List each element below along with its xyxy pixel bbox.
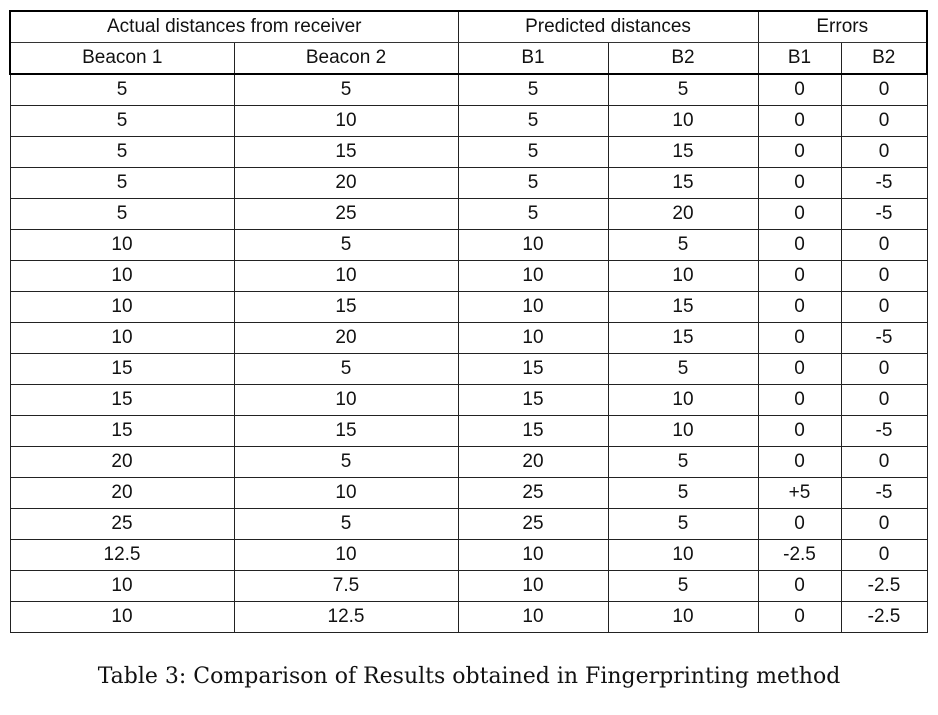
cell-error-b2: 0 [841,74,927,106]
cell-predicted-b2: 10 [608,602,758,633]
table-row [10,230,927,261]
cell-predicted-b2: 10 [608,261,758,292]
cell-predicted-b2: 5 [608,447,758,478]
table-row [10,199,927,230]
cell-predicted-b2: 5 [608,74,758,106]
cell-actual-beacon-2: 10 [234,385,458,416]
cell-predicted-b2: 15 [608,168,758,199]
cell-error-b1: 0 [758,571,841,602]
cell-predicted-b2: 5 [608,509,758,540]
cell-error-b1: -2.5 [758,540,841,571]
cell-error-b1: 0 [758,168,841,199]
cell-actual-beacon-1: 5 [10,168,234,199]
cell-predicted-b2: 20 [608,199,758,230]
cell-predicted-b1: 10 [458,292,608,323]
cell-predicted-b1: 10 [458,602,608,633]
cell-actual-beacon-1: 10 [10,292,234,323]
cell-error-b2: 0 [841,106,927,137]
cell-actual-beacon-1: 10 [10,261,234,292]
cell-actual-beacon-1: 15 [10,354,234,385]
table-row [10,447,927,478]
cell-predicted-b1: 5 [458,199,608,230]
cell-error-b1: 0 [758,602,841,633]
cell-actual-beacon-1: 25 [10,509,234,540]
cell-actual-beacon-1: 10 [10,602,234,633]
header-predicted-b1: B1 [458,43,608,75]
group-header-row [10,11,927,43]
cell-actual-beacon-2: 5 [234,230,458,261]
cell-actual-beacon-2: 25 [234,199,458,230]
cell-predicted-b1: 10 [458,323,608,354]
cell-actual-beacon-1: 10 [10,571,234,602]
cell-predicted-b1: 10 [458,261,608,292]
table-row [10,416,927,447]
cell-error-b2: 0 [841,354,927,385]
cell-error-b2: 0 [841,385,927,416]
cell-actual-beacon-2: 10 [234,261,458,292]
cell-error-b1: 0 [758,354,841,385]
table-row [10,478,927,509]
table-row [10,571,927,602]
cell-error-b1: +5 [758,478,841,509]
cell-predicted-b2: 5 [608,230,758,261]
table-row [10,385,927,416]
cell-actual-beacon-2: 15 [234,416,458,447]
header-errors: Errors [758,11,927,43]
cell-predicted-b1: 5 [458,74,608,106]
cell-predicted-b2: 5 [608,571,758,602]
header-predicted-b2: B2 [608,43,758,75]
cell-error-b2: 0 [841,540,927,571]
cell-error-b2: 0 [841,509,927,540]
table-row [10,540,927,571]
cell-predicted-b2: 5 [608,354,758,385]
cell-predicted-b2: 5 [608,478,758,509]
cell-error-b1: 0 [758,261,841,292]
cell-predicted-b1: 5 [458,106,608,137]
cell-predicted-b2: 10 [608,540,758,571]
header-error-b1: B1 [758,43,841,75]
cell-actual-beacon-2: 5 [234,509,458,540]
cell-actual-beacon-1: 15 [10,385,234,416]
cell-predicted-b1: 25 [458,478,608,509]
cell-actual-beacon-1: 10 [10,323,234,354]
cell-actual-beacon-1: 15 [10,416,234,447]
cell-error-b1: 0 [758,385,841,416]
table-row [10,602,927,633]
cell-error-b2: -5 [841,168,927,199]
cell-predicted-b1: 5 [458,168,608,199]
header-error-b2: B2 [841,43,927,75]
table-row [10,261,927,292]
cell-actual-beacon-2: 5 [234,74,458,106]
header-beacon-1: Beacon 1 [10,43,234,75]
cell-error-b1: 0 [758,137,841,168]
cell-predicted-b1: 25 [458,509,608,540]
cell-error-b2: -2.5 [841,571,927,602]
cell-actual-beacon-2: 5 [234,447,458,478]
cell-predicted-b1: 10 [458,540,608,571]
cell-actual-beacon-2: 12.5 [234,602,458,633]
cell-error-b1: 0 [758,230,841,261]
cell-actual-beacon-1: 20 [10,478,234,509]
cell-actual-beacon-1: 5 [10,74,234,106]
cell-error-b1: 0 [758,292,841,323]
cell-error-b1: 0 [758,509,841,540]
table-row [10,292,927,323]
cell-actual-beacon-2: 15 [234,292,458,323]
cell-actual-beacon-2: 20 [234,323,458,354]
cell-error-b2: -2.5 [841,602,927,633]
cell-predicted-b1: 5 [458,137,608,168]
cell-actual-beacon-2: 10 [234,540,458,571]
results-table [9,10,928,633]
cell-predicted-b1: 20 [458,447,608,478]
cell-error-b2: -5 [841,199,927,230]
cell-predicted-b2: 10 [608,106,758,137]
header-actual-distances: Actual distances from receiver [10,11,458,43]
cell-predicted-b1: 15 [458,354,608,385]
header-beacon-2: Beacon 2 [234,43,458,75]
table-row [10,354,927,385]
cell-predicted-b2: 10 [608,416,758,447]
cell-error-b1: 0 [758,74,841,106]
cell-error-b2: 0 [841,292,927,323]
cell-actual-beacon-1: 12.5 [10,540,234,571]
cell-predicted-b2: 15 [608,323,758,354]
cell-actual-beacon-2: 5 [234,354,458,385]
cell-predicted-b1: 10 [458,230,608,261]
cell-error-b2: 0 [841,230,927,261]
cell-error-b2: 0 [841,137,927,168]
cell-actual-beacon-2: 7.5 [234,571,458,602]
table-row [10,137,927,168]
cell-error-b2: -5 [841,478,927,509]
cell-predicted-b1: 10 [458,571,608,602]
table-caption: Table 3: Comparison of Results obtained in Fingerprinting method [97,664,841,689]
table-row [10,106,927,137]
table-row [10,509,927,540]
cell-actual-beacon-2: 15 [234,137,458,168]
cell-predicted-b2: 10 [608,385,758,416]
cell-actual-beacon-1: 5 [10,106,234,137]
cell-actual-beacon-1: 20 [10,447,234,478]
table-row [10,168,927,199]
cell-error-b1: 0 [758,106,841,137]
table-row [10,323,927,354]
cell-error-b1: 0 [758,416,841,447]
cell-predicted-b2: 15 [608,292,758,323]
sub-header-row [10,43,927,75]
cell-actual-beacon-1: 5 [10,137,234,168]
header-predicted-distances: Predicted distances [458,11,758,43]
cell-error-b2: 0 [841,447,927,478]
cell-actual-beacon-1: 10 [10,230,234,261]
table-body [10,74,927,633]
cell-actual-beacon-2: 10 [234,106,458,137]
cell-error-b2: -5 [841,416,927,447]
cell-error-b2: -5 [841,323,927,354]
cell-error-b1: 0 [758,199,841,230]
cell-predicted-b2: 15 [608,137,758,168]
cell-error-b1: 0 [758,323,841,354]
cell-error-b1: 0 [758,447,841,478]
cell-actual-beacon-2: 10 [234,478,458,509]
cell-predicted-b1: 15 [458,416,608,447]
table-row [10,74,927,106]
cell-predicted-b1: 15 [458,385,608,416]
cell-error-b2: 0 [841,261,927,292]
cell-actual-beacon-2: 20 [234,168,458,199]
cell-actual-beacon-1: 5 [10,199,234,230]
